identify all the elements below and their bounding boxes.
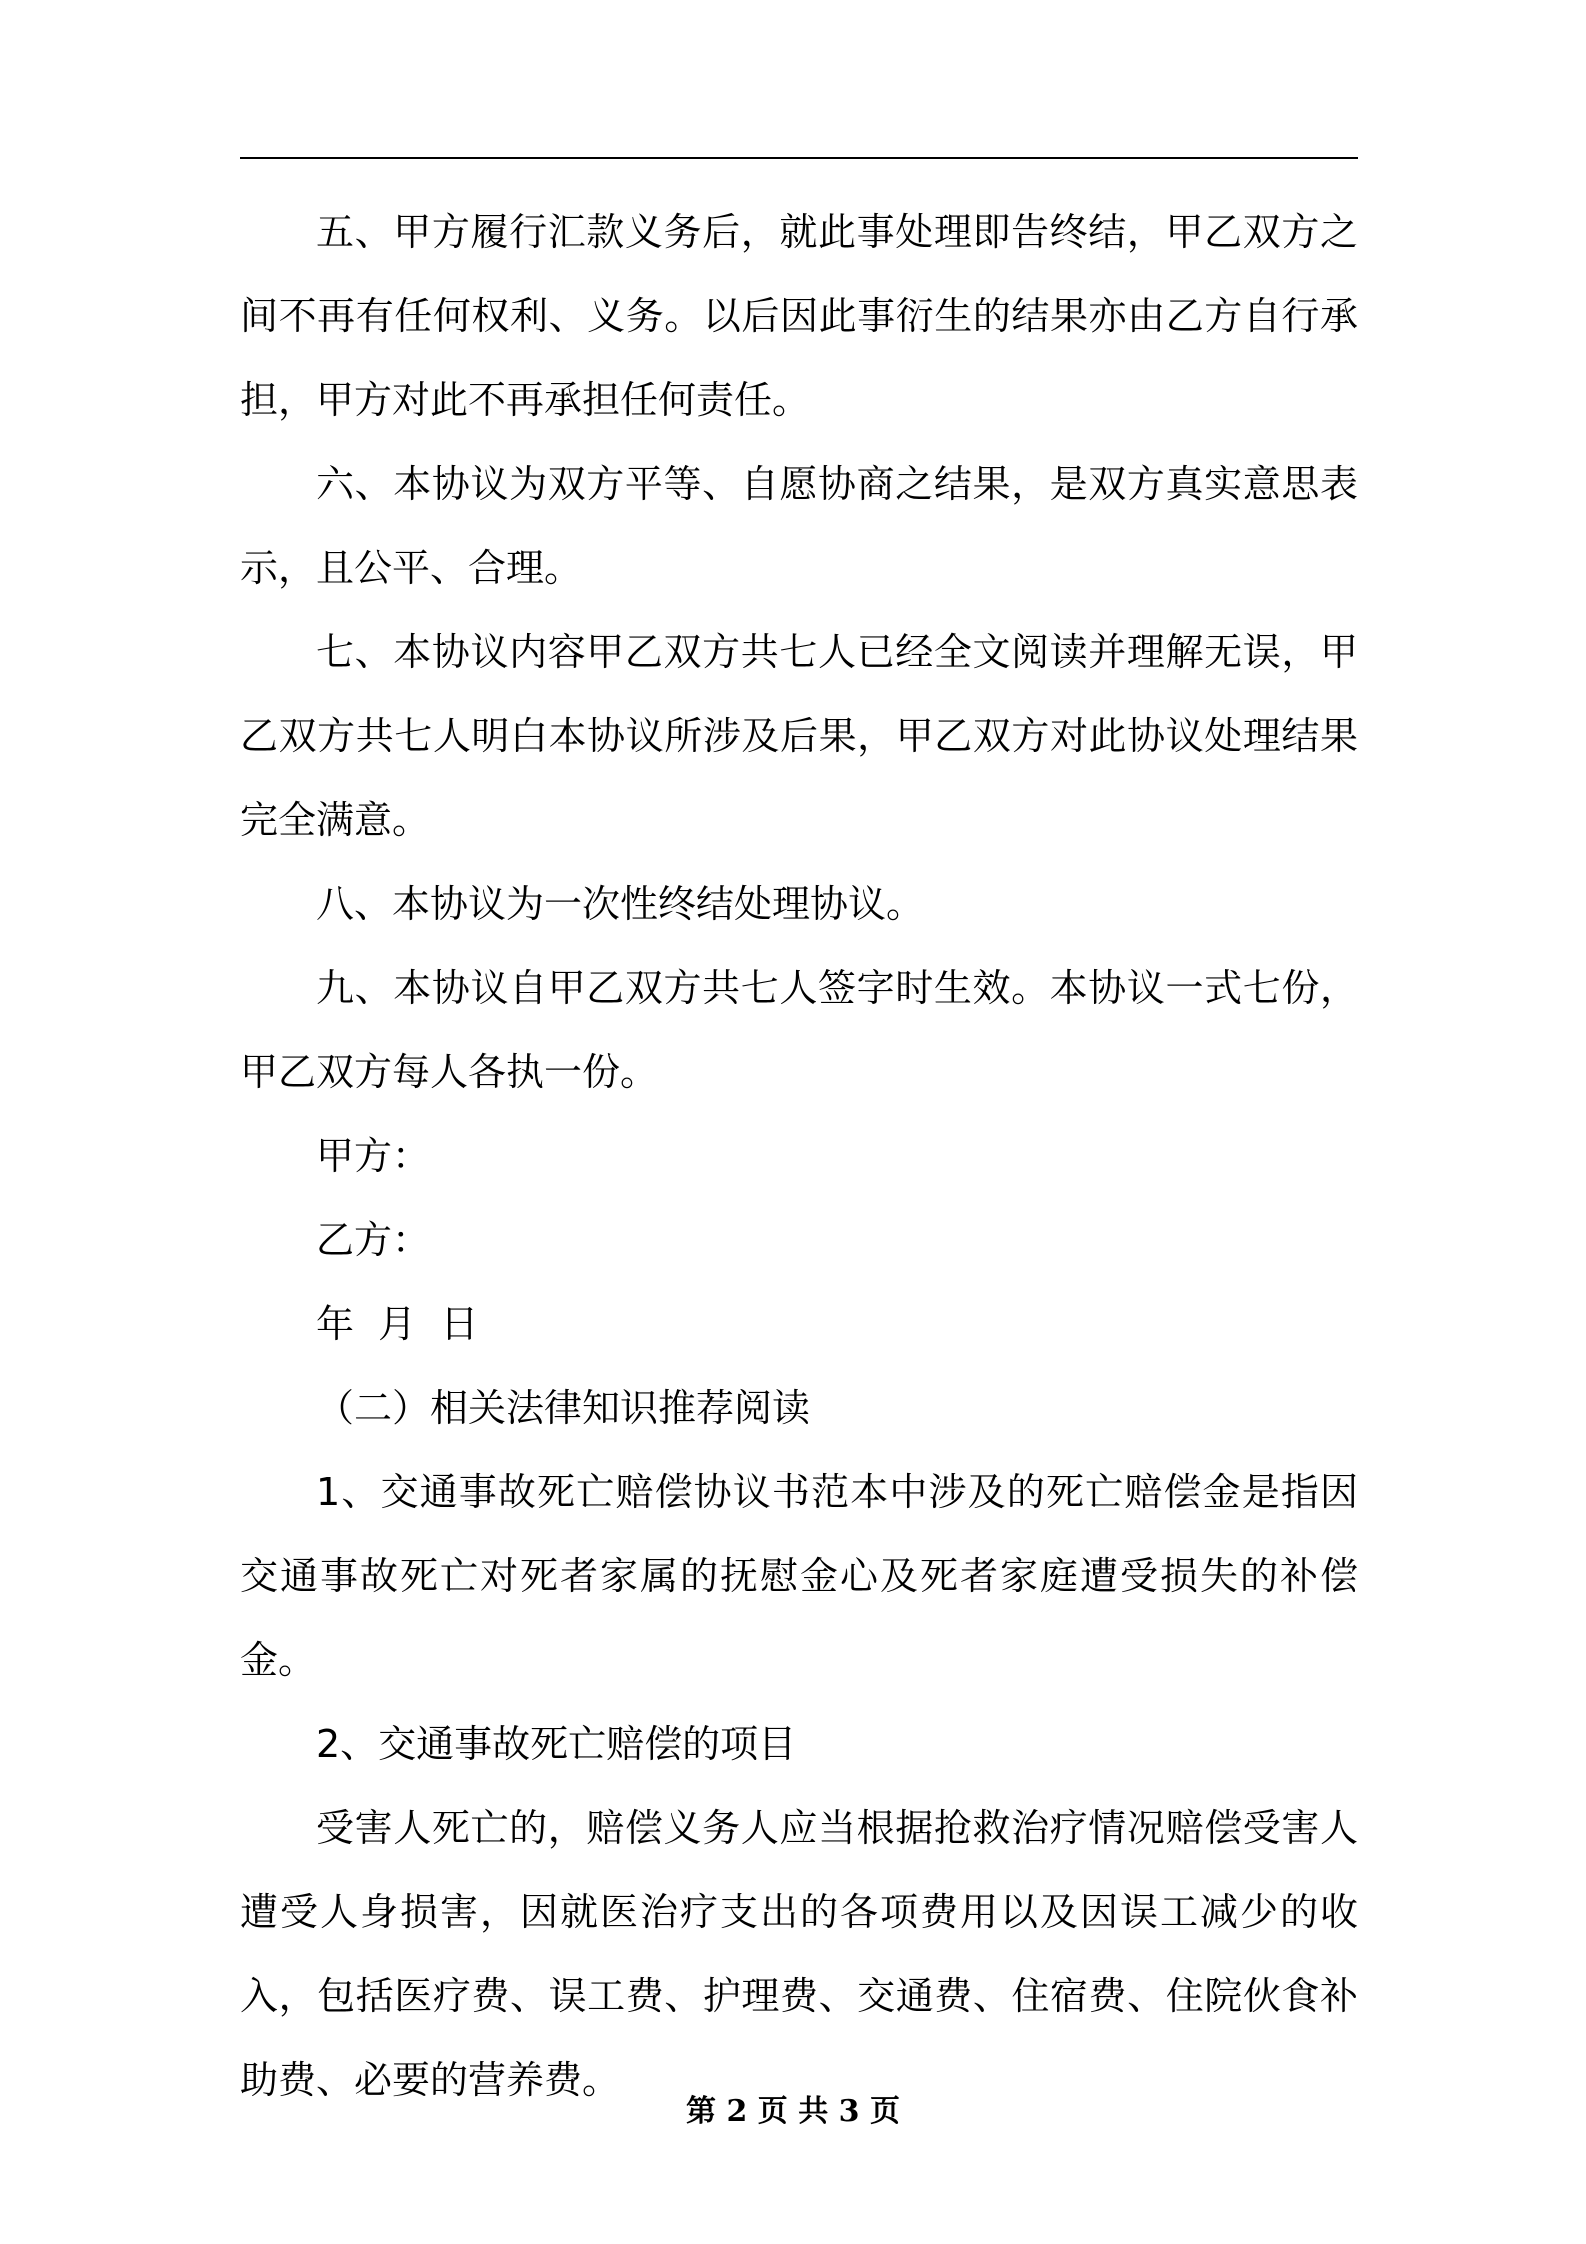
signature-date: 年 月 日: [316, 1302, 479, 1346]
party-a-signature: 甲方：: [316, 1134, 431, 1178]
page-number: 第 2 页 共 3 页: [686, 2094, 900, 2129]
clause-6: 六、本协议为双方平等、自愿协商之结果，是双方真实意思表示，且公平、合理。: [240, 462, 1358, 590]
clause-9: 九、本协议自甲乙双方共七人签字时生效。本协议一式七份，甲乙双方每人各执一份。: [240, 966, 1358, 1094]
party-b-signature: 乙方：: [316, 1218, 431, 1262]
clause-7: 七、本协议内容甲乙双方共七人已经全文阅读并理解无误，甲乙双方共七人明白本协议所涉及后果，甲乙双方对此协议处理结果完全满意。: [240, 630, 1358, 842]
law-paragraph-2: 2、交通事故死亡赔偿的项目: [316, 1722, 797, 1766]
document-body: [240, 190, 1358, 2122]
law-paragraph-3: 受害人死亡的，赔偿义务人应当根据抢救治疗情况赔偿受害人遭受人身损害，因就医治疗支出的各项费用以及因误工减少的收入，包括医疗费、误工费、护理费、交通费、住宿费、住院伙食补助费、必要的营养费。: [240, 1806, 1358, 2102]
clause-8: 八、本协议为一次性终结处理协议。: [316, 882, 925, 926]
section-heading: （二）相关法律知识推荐阅读: [316, 1386, 811, 1430]
law-paragraph-1: 1、交通事故死亡赔偿协议书范本中涉及的死亡赔偿金是指因交通事故死亡对死者家属的抚慰金心及死者家庭遭受损失的补偿金。: [240, 1470, 1358, 1682]
clause-5: 五、甲方履行汇款义务后，就此事处理即告终结，甲乙双方之间不再有任何权利、义务。以后因此事衍生的结果亦由乙方自行承担，甲方对此不再承担任何责任。: [240, 210, 1358, 422]
header-rule: [240, 157, 1358, 159]
